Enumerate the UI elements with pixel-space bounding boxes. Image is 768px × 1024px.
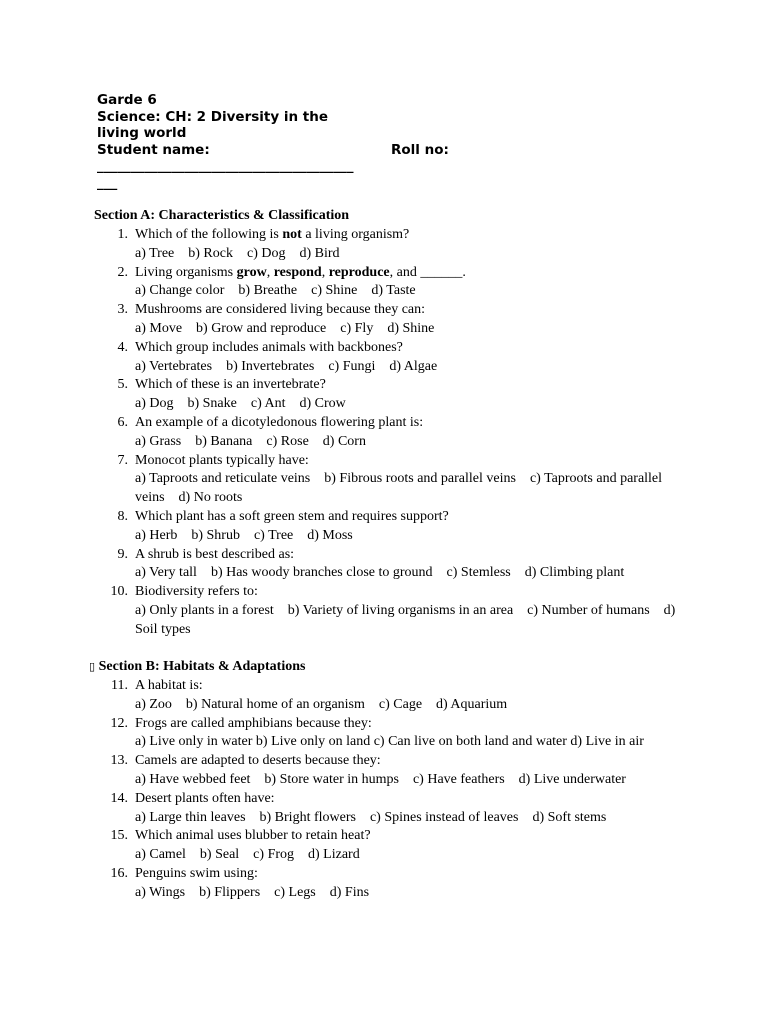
question-options: a) Vertebrates b) Invertebrates c) Fungi d) Algae: [135, 358, 438, 374]
question-options: a) Wings b) Flippers c) Legs d) Fins: [135, 884, 370, 900]
name-blank-line: ______________________________________: [97, 158, 354, 174]
question-7: [117, 452, 695, 508]
question-options: a) Large thin leaves b) Bright flowers c) Spines instead of leaves d) Soft stems: [135, 809, 607, 825]
question-5: [117, 376, 695, 414]
question-options: a) Camel b) Seal c) Frog d) Lizard: [135, 847, 360, 863]
question-text-start: Which of the following is: [135, 227, 283, 242]
question-text: ,: [321, 264, 329, 280]
question-options: a) Move b) Grow and reproduce c) Fly d) Shine: [135, 320, 435, 336]
question-options: a) Tree b) Rock c) Dog d) Bird: [135, 245, 340, 261]
question-10: [110, 583, 695, 639]
keyword-grow: grow: [236, 264, 267, 280]
question-4: [117, 339, 695, 377]
question-options: a) Live only in water b) Live only on land c) Can live on both land and water d) Live in air: [135, 734, 644, 750]
section-a-questions: [110, 226, 695, 640]
keyword-reproduce: reproduce: [328, 264, 390, 280]
question-options: a) Have webbed feet b) Store water in humps c) Have feathers d) Live underwater: [135, 771, 626, 787]
question-number: 16.: [110, 865, 128, 881]
question-text: Which plant has a soft green stem and requires support?: [135, 508, 449, 524]
question-options: a) Zoo b) Natural home of an organism c) Cage d) Aquarium: [135, 696, 508, 712]
section-b-title: Section B: Habitats & Adaptations: [98, 659, 306, 674]
question-text: Desert plants often have:: [135, 790, 275, 806]
roll-no-label: Roll no:: [391, 141, 449, 158]
question-text: Monocot plants typically have:: [135, 452, 309, 468]
question-6: [117, 414, 695, 452]
chapter-title: Science: CH: 2 Diversity in the living world: [97, 108, 328, 141]
question-text: Penguins swim using:: [135, 865, 258, 881]
question-text: Biodiversity refers to:: [135, 584, 258, 600]
question-text: , and ______.: [389, 264, 466, 280]
question-13: [110, 752, 695, 790]
question-options: a) Only plants in a forest b) Variety of living organisms in an area c) Number of humans d) Soil types: [135, 602, 679, 637]
question-text-end: a living organism?: [301, 227, 410, 242]
keyword-respond: respond: [273, 264, 322, 280]
question-text: A habitat is:: [135, 678, 203, 693]
question-9: [117, 546, 695, 584]
question-number: 13.: [110, 753, 128, 769]
question-number: 1.: [117, 227, 128, 242]
worksheet-header: [97, 92, 449, 191]
question-text: A shrub is best described as:: [135, 546, 295, 562]
question-options: a) Dog b) Snake c) Ant d) Crow: [135, 396, 346, 412]
student-name-label: Student name:: [97, 141, 210, 158]
question-text: An example of a dicotyledonous flowering plant is:: [135, 414, 424, 430]
question-number: 2.: [117, 264, 128, 280]
question-2: [117, 264, 695, 302]
question-14: [110, 790, 695, 828]
student-info-row: [97, 141, 449, 159]
question-number: 6.: [117, 414, 128, 430]
question-text: ,: [266, 264, 274, 280]
question-16: [110, 865, 695, 903]
question-1: [117, 226, 695, 264]
question-text: Which of these is an invertebrate?: [135, 377, 326, 393]
question-number: 7.: [117, 452, 128, 468]
question-number: 4.: [117, 339, 128, 355]
question-8: [117, 508, 695, 546]
question-number: 10.: [110, 584, 128, 600]
question-options: a) Change color b) Breathe c) Shine d) Taste: [135, 283, 416, 299]
question-number: 8.: [117, 508, 128, 524]
question-15: [110, 827, 695, 865]
section-b-title-row: [89, 659, 305, 675]
question-number: 3.: [117, 302, 128, 318]
question-text: Which animal uses blubber to retain heat?: [135, 828, 371, 844]
question-options: a) Grass b) Banana c) Rose d) Corn: [135, 433, 366, 449]
question-number: 14.: [110, 790, 128, 806]
grade-label: Garde 6: [97, 92, 157, 108]
section-a-title: Section A: Characteristics & Classification: [94, 208, 350, 223]
question-number: 9.: [117, 546, 128, 562]
question-text: Frogs are called amphibians because they:: [135, 715, 372, 731]
question-number: 11.: [111, 678, 128, 693]
question-text: Mushrooms are considered living because they can:: [135, 302, 426, 318]
question-11: [111, 677, 695, 715]
question-options: a) Herb b) Shrub c) Tree d) Moss: [135, 527, 353, 543]
question-text: Living organisms: [135, 264, 237, 280]
question-text: Camels are adapted to deserts because they:: [135, 753, 381, 769]
question-text-bold: not: [282, 227, 302, 242]
question-options: a) Very tall b) Has woody branches close to ground c) Stemless d) Climbing plant: [135, 565, 625, 581]
question-12: [110, 715, 695, 753]
question-number: 12.: [110, 715, 128, 731]
question-number: 15.: [110, 828, 128, 844]
name-blank-line-tail: ___: [97, 174, 118, 191]
question-text: Which group includes animals with backbones?: [135, 339, 403, 355]
question-3: [117, 301, 695, 339]
section-b-questions: [110, 677, 695, 903]
question-number: 5.: [117, 377, 128, 393]
missing-glyph-icon: ▯: [89, 660, 96, 673]
question-options: a) Taproots and reticulate veins b) Fibrous roots and parallel veins c) Taproots and parallel veins d) No roots: [135, 471, 666, 506]
